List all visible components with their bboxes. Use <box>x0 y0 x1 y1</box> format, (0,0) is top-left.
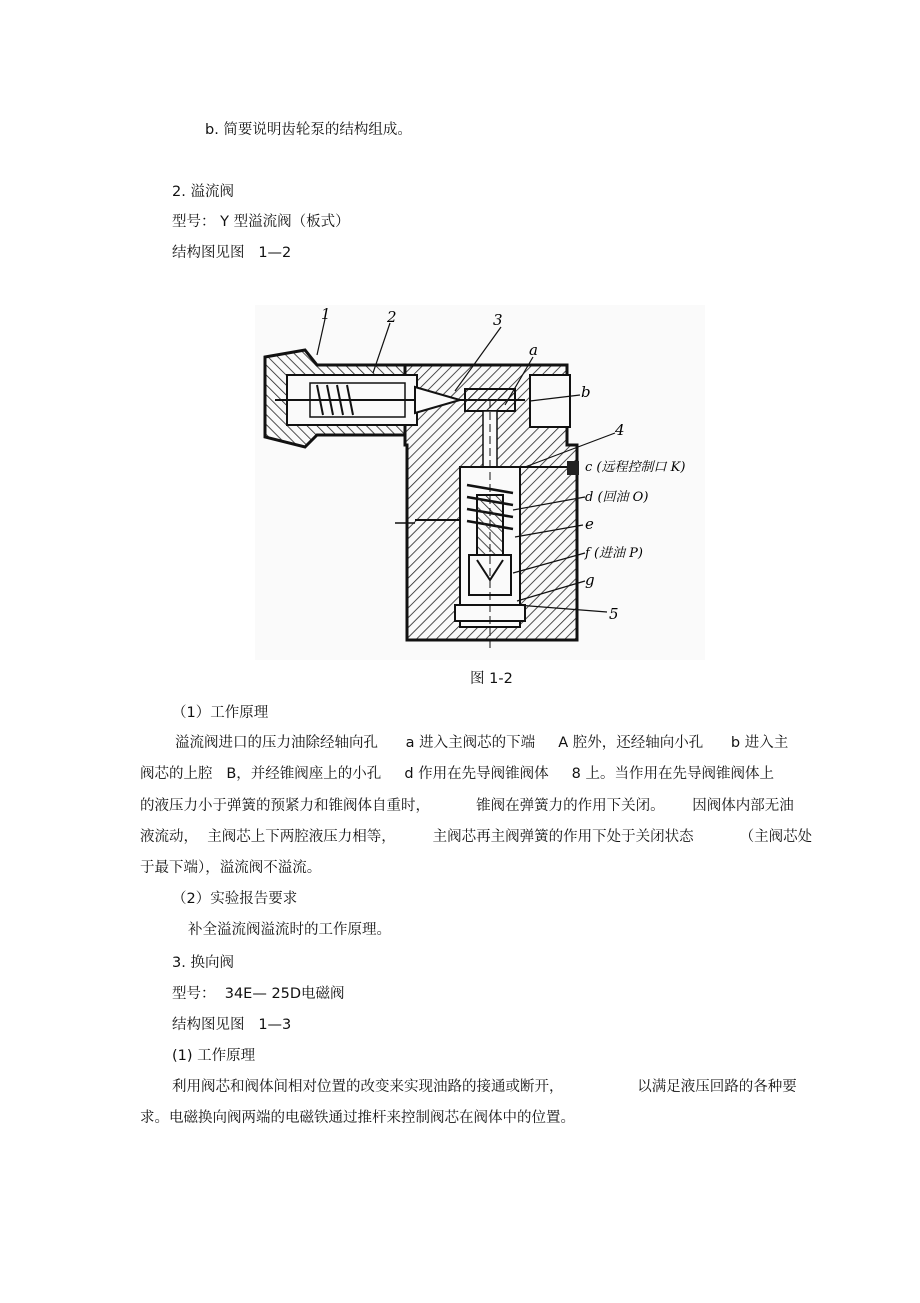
section2-heading: 2. 溢流阀 <box>172 184 234 200</box>
principle-line-4: 液流动， 主阀芯上下两腔液压力相等， 主阀芯再主阀弹簧的作用下处于关闭状态 （主阀芯处 <box>140 829 813 845</box>
label-1: 1 <box>321 305 331 323</box>
relief-valve-diagram <box>255 305 705 660</box>
label-4: 4 <box>615 421 625 439</box>
label-5: 5 <box>609 605 619 623</box>
label-b: b <box>581 383 591 401</box>
principle-line-3: 的液压力小于弹簧的预紧力和锥阀体自重时， 锥阀在弹簧力的作用下关闭。 因阀体内部无油 <box>140 798 794 814</box>
label-e: e <box>585 515 594 533</box>
label-d: d (回油 O) <box>585 490 649 505</box>
principle-line-5: 于最下端），溢流阀不溢流。 <box>140 860 322 876</box>
label-3: 3 <box>493 311 503 329</box>
label-f: f (进油 P) <box>585 546 643 561</box>
label-c: c (远程控制口 K) <box>585 460 686 475</box>
section3-principle-heading: (1) 工作原理 <box>172 1048 256 1064</box>
label-a: a <box>529 341 538 359</box>
section3-heading: 3. 换向阀 <box>172 955 234 971</box>
principle-heading: （1）工作原理 <box>172 705 269 721</box>
section3-figure-ref: 结构图见图 1—3 <box>172 1017 292 1033</box>
principle-line-1: 溢流阀进口的压力油除经轴向孔 a 进入主阀芯的下端 A 腔外，还经轴向小孔 b 进入主 <box>175 735 789 751</box>
label-g: g <box>585 571 595 589</box>
principle-line-2: 阀芯的上腔 B，并经锥阀座上的小孔 d 作用在先导阀锥阀体 8 上。当作用在先导阀锥阀体上 <box>140 766 775 782</box>
figure-caption: 图 1-2 <box>470 671 513 687</box>
section3-model: 型号： 34E— 25D电磁阀 <box>172 986 345 1002</box>
report-text: 补全溢流阀溢流时的工作原理。 <box>188 922 391 938</box>
report-heading: （2）实验报告要求 <box>172 891 298 907</box>
item-b-text: b. 简要说明齿轮泵的结构组成。 <box>205 122 412 138</box>
label-2: 2 <box>387 308 397 326</box>
section3-line-2: 求。电磁换向阀两端的电磁铁通过推杆来控制阀芯在阀体中的位置。 <box>140 1110 575 1126</box>
section2-figure-ref: 结构图见图 1—2 <box>172 245 292 261</box>
section3-line-1: 利用阀芯和阀体间相对位置的改变来实现油路的接通或断开， 以满足液压回路的各种要 <box>172 1079 797 1095</box>
section2-model: 型号： Y 型溢流阀（板式） <box>172 214 350 230</box>
